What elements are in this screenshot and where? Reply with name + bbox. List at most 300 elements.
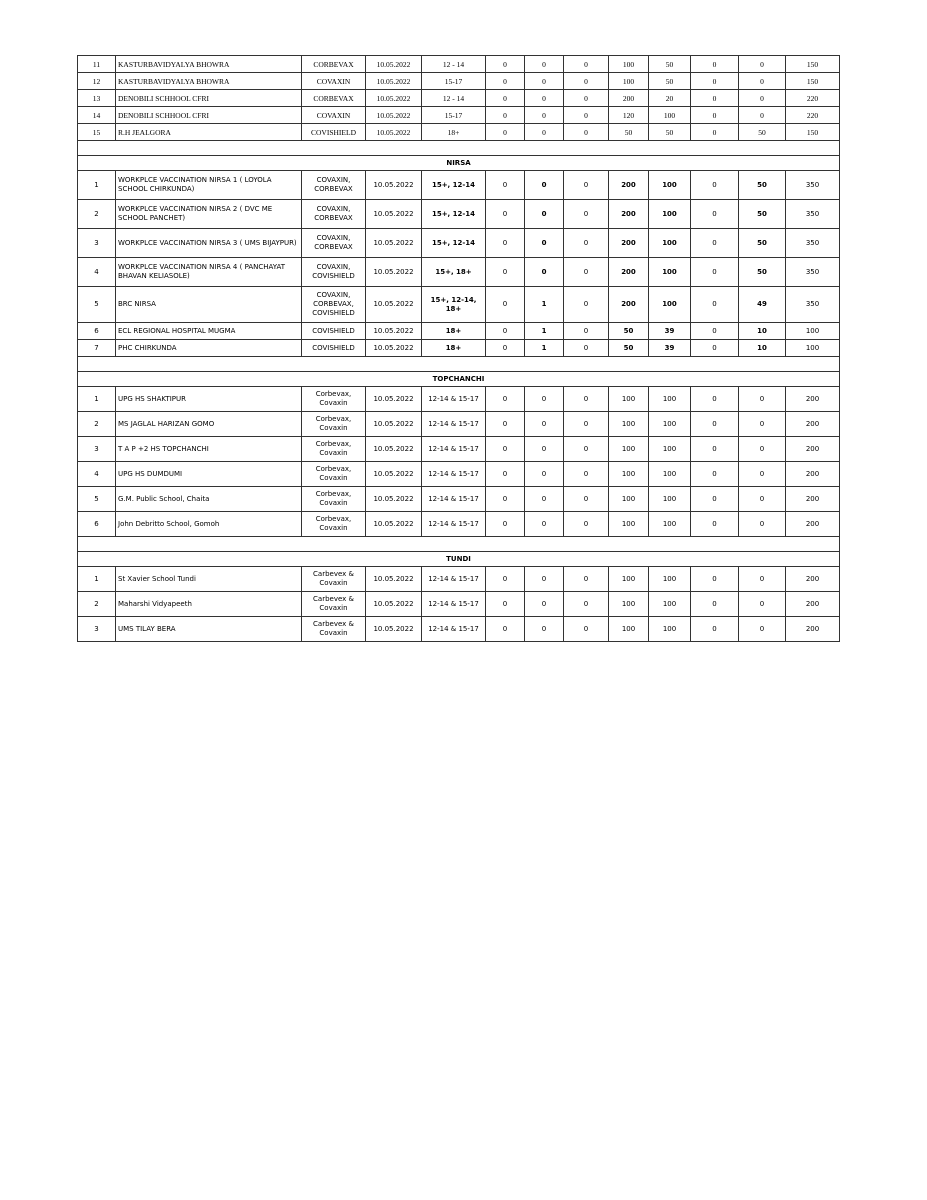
value-col-3: 0 bbox=[564, 90, 609, 107]
value-col-4: 100 bbox=[609, 567, 649, 592]
vaccination-sites-table bbox=[77, 55, 840, 642]
vaccine-type: Corbevax, Covaxin bbox=[302, 512, 366, 537]
value-col-4: 200 bbox=[609, 171, 649, 200]
session-date: 10.05.2022 bbox=[366, 229, 422, 258]
site-name: DENOBILI SCHHOOL CFRI bbox=[116, 107, 302, 124]
serial-number: 3 bbox=[78, 617, 116, 642]
value-col-2: 1 bbox=[525, 287, 564, 323]
value-col-5: 39 bbox=[649, 340, 691, 357]
value-col-6: 0 bbox=[691, 462, 739, 487]
vaccine-type: COVISHIELD bbox=[302, 340, 366, 357]
vaccine-type: Carbevex & Covaxin bbox=[302, 592, 366, 617]
session-date: 10.05.2022 bbox=[366, 107, 422, 124]
value-col-2: 0 bbox=[525, 487, 564, 512]
table-row bbox=[78, 512, 840, 537]
serial-number: 5 bbox=[78, 287, 116, 323]
total: 350 bbox=[786, 258, 840, 287]
serial-number: 2 bbox=[78, 592, 116, 617]
value-col-6: 0 bbox=[691, 124, 739, 141]
serial-number: 3 bbox=[78, 437, 116, 462]
value-col-5: 100 bbox=[649, 462, 691, 487]
value-col-7: 0 bbox=[739, 387, 786, 412]
site-name: G.M. Public School, Chaita bbox=[116, 487, 302, 512]
site-name: Maharshi Vidyapeeth bbox=[116, 592, 302, 617]
total: 150 bbox=[786, 56, 840, 73]
session-date: 10.05.2022 bbox=[366, 567, 422, 592]
vaccine-type: Corbevax, Covaxin bbox=[302, 412, 366, 437]
value-col-3: 0 bbox=[564, 487, 609, 512]
session-date: 10.05.2022 bbox=[366, 437, 422, 462]
vaccine-type: Corbevax, Covaxin bbox=[302, 387, 366, 412]
table-row bbox=[78, 437, 840, 462]
vaccine-type: Corbevax, Covaxin bbox=[302, 462, 366, 487]
age-group: 15+, 18+ bbox=[422, 258, 486, 287]
age-group: 15+, 12-14, 18+ bbox=[422, 287, 486, 323]
session-date: 10.05.2022 bbox=[366, 171, 422, 200]
table-row bbox=[78, 200, 840, 229]
value-col-5: 100 bbox=[649, 592, 691, 617]
value-col-2: 0 bbox=[525, 437, 564, 462]
total: 200 bbox=[786, 617, 840, 642]
table-body bbox=[78, 56, 840, 642]
value-col-3: 0 bbox=[564, 73, 609, 90]
value-col-3: 0 bbox=[564, 387, 609, 412]
value-col-7: 50 bbox=[739, 171, 786, 200]
value-col-6: 0 bbox=[691, 229, 739, 258]
session-date: 10.05.2022 bbox=[366, 512, 422, 537]
serial-number: 7 bbox=[78, 340, 116, 357]
total: 150 bbox=[786, 124, 840, 141]
value-col-6: 0 bbox=[691, 512, 739, 537]
serial-number: 13 bbox=[78, 90, 116, 107]
site-name: John Debritto School, Gomoh bbox=[116, 512, 302, 537]
value-col-6: 0 bbox=[691, 437, 739, 462]
table-row bbox=[78, 323, 840, 340]
site-name: St Xavier School Tundi bbox=[116, 567, 302, 592]
value-col-4: 100 bbox=[609, 512, 649, 537]
value-col-6: 0 bbox=[691, 617, 739, 642]
table-row bbox=[78, 412, 840, 437]
value-col-2: 0 bbox=[525, 258, 564, 287]
value-col-5: 100 bbox=[649, 512, 691, 537]
value-col-6: 0 bbox=[691, 171, 739, 200]
site-name: BRC NIRSA bbox=[116, 287, 302, 323]
table-row bbox=[78, 90, 840, 107]
value-col-5: 100 bbox=[649, 412, 691, 437]
value-col-7: 0 bbox=[739, 107, 786, 124]
value-col-3: 0 bbox=[564, 617, 609, 642]
value-col-1: 0 bbox=[486, 617, 525, 642]
serial-number: 5 bbox=[78, 487, 116, 512]
value-col-4: 200 bbox=[609, 200, 649, 229]
table-row bbox=[78, 56, 840, 73]
session-date: 10.05.2022 bbox=[366, 617, 422, 642]
total: 200 bbox=[786, 462, 840, 487]
value-col-5: 100 bbox=[649, 258, 691, 287]
value-col-6: 0 bbox=[691, 412, 739, 437]
session-date: 10.05.2022 bbox=[366, 124, 422, 141]
value-col-2: 0 bbox=[525, 462, 564, 487]
age-group: 15+, 12-14 bbox=[422, 229, 486, 258]
total: 100 bbox=[786, 340, 840, 357]
value-col-4: 100 bbox=[609, 437, 649, 462]
value-col-1: 0 bbox=[486, 107, 525, 124]
value-col-6: 0 bbox=[691, 323, 739, 340]
value-col-2: 0 bbox=[525, 56, 564, 73]
value-col-3: 0 bbox=[564, 512, 609, 537]
value-col-7: 10 bbox=[739, 340, 786, 357]
serial-number: 6 bbox=[78, 323, 116, 340]
site-name: UPG HS DUMDUMI bbox=[116, 462, 302, 487]
serial-number: 1 bbox=[78, 387, 116, 412]
table-row bbox=[78, 171, 840, 200]
spacer-cell bbox=[78, 537, 840, 552]
value-col-3: 0 bbox=[564, 124, 609, 141]
value-col-2: 1 bbox=[525, 340, 564, 357]
site-name: KASTURBAVIDYALYA BHOWRA bbox=[116, 56, 302, 73]
value-col-3: 0 bbox=[564, 200, 609, 229]
age-group: 12 - 14 bbox=[422, 90, 486, 107]
value-col-7: 0 bbox=[739, 56, 786, 73]
value-col-5: 100 bbox=[649, 487, 691, 512]
total: 200 bbox=[786, 387, 840, 412]
block-header: NIRSA bbox=[78, 156, 840, 171]
serial-number: 4 bbox=[78, 462, 116, 487]
value-col-3: 0 bbox=[564, 287, 609, 323]
session-date: 10.05.2022 bbox=[366, 462, 422, 487]
value-col-4: 200 bbox=[609, 258, 649, 287]
site-name: PHC CHIRKUNDA bbox=[116, 340, 302, 357]
table-row bbox=[78, 462, 840, 487]
table-row bbox=[78, 124, 840, 141]
block-header-row bbox=[78, 552, 840, 567]
table-row bbox=[78, 487, 840, 512]
vaccine-type: COVAXIN, CORBEVAX bbox=[302, 229, 366, 258]
value-col-6: 0 bbox=[691, 56, 739, 73]
age-group: 12-14 & 15-17 bbox=[422, 462, 486, 487]
table-row bbox=[78, 387, 840, 412]
session-date: 10.05.2022 bbox=[366, 412, 422, 437]
total: 200 bbox=[786, 487, 840, 512]
age-group: 12-14 & 15-17 bbox=[422, 512, 486, 537]
value-col-6: 0 bbox=[691, 90, 739, 107]
value-col-6: 0 bbox=[691, 592, 739, 617]
total: 350 bbox=[786, 287, 840, 323]
value-col-7: 0 bbox=[739, 592, 786, 617]
site-name: T A P +2 HS TOPCHANCHI bbox=[116, 437, 302, 462]
value-col-2: 0 bbox=[525, 387, 564, 412]
value-col-7: 49 bbox=[739, 287, 786, 323]
total: 220 bbox=[786, 90, 840, 107]
site-name: ECL REGIONAL HOSPITAL MUGMA bbox=[116, 323, 302, 340]
value-col-2: 0 bbox=[525, 73, 564, 90]
total: 350 bbox=[786, 171, 840, 200]
serial-number: 2 bbox=[78, 412, 116, 437]
value-col-1: 0 bbox=[486, 73, 525, 90]
value-col-1: 0 bbox=[486, 462, 525, 487]
value-col-5: 100 bbox=[649, 617, 691, 642]
total: 220 bbox=[786, 107, 840, 124]
vaccine-type: Corbevax, Covaxin bbox=[302, 437, 366, 462]
vaccine-type: COVAXIN bbox=[302, 73, 366, 90]
value-col-3: 0 bbox=[564, 171, 609, 200]
value-col-4: 200 bbox=[609, 287, 649, 323]
value-col-7: 0 bbox=[739, 437, 786, 462]
value-col-6: 0 bbox=[691, 287, 739, 323]
value-col-1: 0 bbox=[486, 323, 525, 340]
spacer-row bbox=[78, 537, 840, 552]
vaccine-type: COVAXIN, CORBEVAX bbox=[302, 171, 366, 200]
value-col-1: 0 bbox=[486, 512, 525, 537]
vaccine-type: COVISHIELD bbox=[302, 124, 366, 141]
value-col-1: 0 bbox=[486, 437, 525, 462]
age-group: 12-14 & 15-17 bbox=[422, 592, 486, 617]
value-col-7: 50 bbox=[739, 200, 786, 229]
age-group: 12-14 & 15-17 bbox=[422, 567, 486, 592]
session-date: 10.05.2022 bbox=[366, 387, 422, 412]
value-col-1: 0 bbox=[486, 56, 525, 73]
value-col-3: 0 bbox=[564, 56, 609, 73]
value-col-1: 0 bbox=[486, 258, 525, 287]
site-name: R.H JEALGORA bbox=[116, 124, 302, 141]
table-row bbox=[78, 617, 840, 642]
age-group: 12-14 & 15-17 bbox=[422, 412, 486, 437]
value-col-5: 100 bbox=[649, 437, 691, 462]
value-col-5: 100 bbox=[649, 287, 691, 323]
value-col-2: 0 bbox=[525, 200, 564, 229]
table-row bbox=[78, 287, 840, 323]
session-date: 10.05.2022 bbox=[366, 73, 422, 90]
value-col-4: 100 bbox=[609, 617, 649, 642]
value-col-5: 100 bbox=[649, 567, 691, 592]
serial-number: 6 bbox=[78, 512, 116, 537]
value-col-4: 100 bbox=[609, 412, 649, 437]
serial-number: 11 bbox=[78, 56, 116, 73]
value-col-4: 100 bbox=[609, 487, 649, 512]
total: 350 bbox=[786, 229, 840, 258]
total: 100 bbox=[786, 323, 840, 340]
spacer-row bbox=[78, 141, 840, 156]
value-col-1: 0 bbox=[486, 412, 525, 437]
table-row bbox=[78, 592, 840, 617]
spacer-cell bbox=[78, 141, 840, 156]
value-col-7: 50 bbox=[739, 124, 786, 141]
age-group: 18+ bbox=[422, 323, 486, 340]
value-col-7: 10 bbox=[739, 323, 786, 340]
age-group: 12-14 & 15-17 bbox=[422, 487, 486, 512]
session-date: 10.05.2022 bbox=[366, 592, 422, 617]
value-col-1: 0 bbox=[486, 567, 525, 592]
value-col-4: 100 bbox=[609, 462, 649, 487]
site-name: WORKPLCE VACCINATION NIRSA 4 ( PANCHAYAT BHAVAN KELIASOLE) bbox=[116, 258, 302, 287]
site-name: DENOBILI SCHHOOL CFRI bbox=[116, 90, 302, 107]
table-row bbox=[78, 258, 840, 287]
session-date: 10.05.2022 bbox=[366, 200, 422, 229]
site-name: UMS TILAY BERA bbox=[116, 617, 302, 642]
site-name: WORKPLCE VACCINATION NIRSA 2 ( DVC ME SCHOOL PANCHET) bbox=[116, 200, 302, 229]
value-col-5: 50 bbox=[649, 56, 691, 73]
value-col-3: 0 bbox=[564, 340, 609, 357]
session-date: 10.05.2022 bbox=[366, 56, 422, 73]
value-col-6: 0 bbox=[691, 107, 739, 124]
value-col-4: 200 bbox=[609, 90, 649, 107]
value-col-6: 0 bbox=[691, 258, 739, 287]
value-col-4: 200 bbox=[609, 229, 649, 258]
value-col-1: 0 bbox=[486, 200, 525, 229]
total: 200 bbox=[786, 437, 840, 462]
session-date: 10.05.2022 bbox=[366, 258, 422, 287]
total: 200 bbox=[786, 512, 840, 537]
session-date: 10.05.2022 bbox=[366, 287, 422, 323]
block-header-row bbox=[78, 372, 840, 387]
value-col-6: 0 bbox=[691, 567, 739, 592]
spacer-cell bbox=[78, 357, 840, 372]
value-col-5: 50 bbox=[649, 124, 691, 141]
value-col-5: 100 bbox=[649, 107, 691, 124]
value-col-6: 0 bbox=[691, 200, 739, 229]
value-col-3: 0 bbox=[564, 107, 609, 124]
total: 350 bbox=[786, 200, 840, 229]
serial-number: 15 bbox=[78, 124, 116, 141]
age-group: 15+, 12-14 bbox=[422, 200, 486, 229]
value-col-4: 100 bbox=[609, 387, 649, 412]
value-col-3: 0 bbox=[564, 592, 609, 617]
block-header: TUNDI bbox=[78, 552, 840, 567]
value-col-4: 100 bbox=[609, 592, 649, 617]
value-col-1: 0 bbox=[486, 229, 525, 258]
site-name: UPG HS SHAKTIPUR bbox=[116, 387, 302, 412]
serial-number: 4 bbox=[78, 258, 116, 287]
value-col-1: 0 bbox=[486, 487, 525, 512]
value-col-2: 0 bbox=[525, 567, 564, 592]
site-name: WORKPLCE VACCINATION NIRSA 1 ( LOYOLA SCHOOL CHIRKUNDA) bbox=[116, 171, 302, 200]
value-col-2: 0 bbox=[525, 171, 564, 200]
session-date: 10.05.2022 bbox=[366, 340, 422, 357]
value-col-5: 50 bbox=[649, 73, 691, 90]
age-group: 18+ bbox=[422, 124, 486, 141]
age-group: 15-17 bbox=[422, 107, 486, 124]
vaccine-type: CORBEVAX bbox=[302, 90, 366, 107]
vaccine-type: Carbevex & Covaxin bbox=[302, 617, 366, 642]
value-col-4: 100 bbox=[609, 56, 649, 73]
age-group: 15+, 12-14 bbox=[422, 171, 486, 200]
vaccine-type: COVAXIN, CORBEVAX bbox=[302, 200, 366, 229]
vaccine-type: Carbevex & Covaxin bbox=[302, 567, 366, 592]
value-col-4: 50 bbox=[609, 340, 649, 357]
value-col-1: 0 bbox=[486, 124, 525, 141]
total: 200 bbox=[786, 592, 840, 617]
site-name: MS JAGLAL HARIZAN GOMO bbox=[116, 412, 302, 437]
serial-number: 2 bbox=[78, 200, 116, 229]
value-col-1: 0 bbox=[486, 90, 525, 107]
value-col-3: 0 bbox=[564, 437, 609, 462]
vaccine-type: COVAXIN, CORBEVAX, COVISHIELD bbox=[302, 287, 366, 323]
value-col-2: 0 bbox=[525, 229, 564, 258]
vaccine-type: COVAXIN, COVISHIELD bbox=[302, 258, 366, 287]
table-row bbox=[78, 107, 840, 124]
value-col-1: 0 bbox=[486, 592, 525, 617]
value-col-6: 0 bbox=[691, 340, 739, 357]
value-col-2: 1 bbox=[525, 323, 564, 340]
age-group: 12 - 14 bbox=[422, 56, 486, 73]
table-row bbox=[78, 567, 840, 592]
value-col-5: 20 bbox=[649, 90, 691, 107]
age-group: 12-14 & 15-17 bbox=[422, 617, 486, 642]
value-col-3: 0 bbox=[564, 323, 609, 340]
session-date: 10.05.2022 bbox=[366, 323, 422, 340]
value-col-1: 0 bbox=[486, 171, 525, 200]
serial-number: 1 bbox=[78, 567, 116, 592]
vaccine-type: COVAXIN bbox=[302, 107, 366, 124]
site-name: WORKPLCE VACCINATION NIRSA 3 ( UMS BIJAYPUR) bbox=[116, 229, 302, 258]
value-col-2: 0 bbox=[525, 107, 564, 124]
age-group: 12-14 & 15-17 bbox=[422, 387, 486, 412]
serial-number: 1 bbox=[78, 171, 116, 200]
value-col-2: 0 bbox=[525, 512, 564, 537]
serial-number: 12 bbox=[78, 73, 116, 90]
total: 200 bbox=[786, 412, 840, 437]
value-col-1: 0 bbox=[486, 340, 525, 357]
value-col-6: 0 bbox=[691, 73, 739, 90]
value-col-5: 100 bbox=[649, 229, 691, 258]
serial-number: 14 bbox=[78, 107, 116, 124]
spacer-row bbox=[78, 357, 840, 372]
value-col-7: 0 bbox=[739, 462, 786, 487]
value-col-6: 0 bbox=[691, 487, 739, 512]
block-header: TOPCHANCHI bbox=[78, 372, 840, 387]
age-group: 15-17 bbox=[422, 73, 486, 90]
value-col-3: 0 bbox=[564, 258, 609, 287]
value-col-2: 0 bbox=[525, 412, 564, 437]
table-row bbox=[78, 73, 840, 90]
value-col-7: 0 bbox=[739, 487, 786, 512]
value-col-4: 50 bbox=[609, 323, 649, 340]
total: 200 bbox=[786, 567, 840, 592]
value-col-5: 39 bbox=[649, 323, 691, 340]
value-col-5: 100 bbox=[649, 171, 691, 200]
value-col-7: 0 bbox=[739, 412, 786, 437]
value-col-2: 0 bbox=[525, 90, 564, 107]
value-col-2: 0 bbox=[525, 124, 564, 141]
value-col-7: 0 bbox=[739, 90, 786, 107]
total: 150 bbox=[786, 73, 840, 90]
value-col-4: 120 bbox=[609, 107, 649, 124]
vaccine-type: COVISHIELD bbox=[302, 323, 366, 340]
value-col-7: 0 bbox=[739, 567, 786, 592]
vaccine-type: Corbevax, Covaxin bbox=[302, 487, 366, 512]
value-col-3: 0 bbox=[564, 462, 609, 487]
value-col-7: 50 bbox=[739, 258, 786, 287]
block-header-row bbox=[78, 156, 840, 171]
value-col-6: 0 bbox=[691, 387, 739, 412]
session-date: 10.05.2022 bbox=[366, 487, 422, 512]
value-col-7: 0 bbox=[739, 512, 786, 537]
value-col-1: 0 bbox=[486, 387, 525, 412]
site-name: KASTURBAVIDYALYA BHOWRA bbox=[116, 73, 302, 90]
value-col-1: 0 bbox=[486, 287, 525, 323]
vaccine-type: CORBEVAX bbox=[302, 56, 366, 73]
value-col-7: 0 bbox=[739, 617, 786, 642]
value-col-5: 100 bbox=[649, 200, 691, 229]
table-row bbox=[78, 340, 840, 357]
session-date: 10.05.2022 bbox=[366, 90, 422, 107]
value-col-4: 100 bbox=[609, 73, 649, 90]
table-row bbox=[78, 229, 840, 258]
value-col-2: 0 bbox=[525, 592, 564, 617]
age-group: 18+ bbox=[422, 340, 486, 357]
value-col-3: 0 bbox=[564, 229, 609, 258]
age-group: 12-14 & 15-17 bbox=[422, 437, 486, 462]
